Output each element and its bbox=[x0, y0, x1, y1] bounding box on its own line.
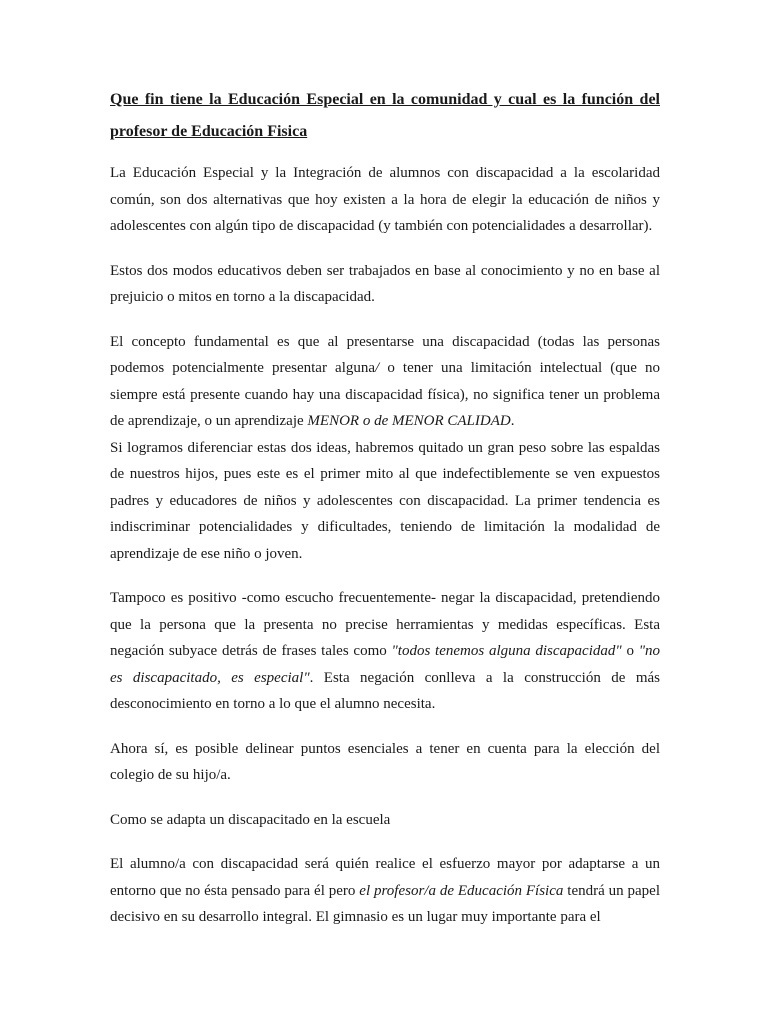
quote-no-es-discapacitado: "no es discapacitado, es especial" bbox=[110, 643, 661, 686]
document-page bbox=[110, 84, 660, 949]
paragraph-teacher-after: tendrá un papel decisivo en su desarrollo integral. El gimnasio es un lugar muy importante para el bbox=[110, 882, 660, 925]
paragraph-concept-text: El concepto fundamental es que al presentarse una discapacidad (todas las personas podemos potencialmente presentar alguna bbox=[110, 333, 660, 376]
paragraph-concept-end: . bbox=[510, 413, 515, 429]
emphasis-menor-calidad: MENOR o de MENOR CALIDAD bbox=[307, 413, 511, 429]
paragraph-concept bbox=[110, 329, 660, 435]
emphasis-profesor: el profesor/a de Educación Física bbox=[359, 882, 564, 899]
paragraph-school-choice: Ahora sí, es posible delinear puntos esenciales a tener en cuenta para la elección del colegio de su hijo/a. bbox=[110, 740, 660, 783]
paragraph-denial-after: . Esta negación conlleva a la construcción de más desconocimiento en torno a lo que el alumno necesita. bbox=[110, 669, 661, 712]
paragraph-myths: Si logramos diferenciar estas dos ideas, habremos quitado un gran peso sobre las espaldas de nuestros hijos, pues este es el primer mito al que indefectiblemente se ven expuestos padres y educadores de niños y adolescentes con discapacidad. La primer tendencia es indiscriminar potencialidades y dificultades, teniendo de limitación la modalidad de aprendizaje de ese niño o joven. bbox=[110, 439, 660, 562]
quote-todos-tenemos: "todos tenemos alguna discapacidad" bbox=[391, 643, 622, 659]
paragraph-denial-connector: o bbox=[621, 643, 639, 659]
paragraph-concept-slash: / bbox=[375, 360, 380, 376]
paragraph-intro: La Educación Especial y la Integración de alumnos con discapacidad a la escolaridad común, son dos alternativas que hoy existen a la hora de elegir la educación de niños y adolescentes con algún tipo de discapacidad (y también con potencialidades a desarrollar). bbox=[110, 165, 660, 234]
document-title: Que fin tiene la Educación Especial en la comunidad y cual es la función del profesor de Educación Fisica bbox=[110, 91, 660, 140]
paragraph-denial bbox=[110, 585, 660, 718]
paragraph-teacher-text: El alumno/a con discapacidad será quién realice el esfuerzo mayor por adaptarse a un entorno que no ésta pensado para él pero bbox=[110, 856, 660, 899]
paragraph-modes: Estos dos modos educativos deben ser trabajados en base al conocimiento y no en base al prejuicio o mitos en torno a la discapacidad. bbox=[110, 262, 660, 305]
paragraph-teacher-role bbox=[110, 851, 660, 931]
paragraph-subheading: Como se adapta un discapacitado en la escuela bbox=[110, 811, 391, 828]
paragraph-denial-text: Tampoco es positivo -como escucho frecuentemente- negar la discapacidad, pretendiendo que la persona que la presenta no precise herramientas y medidas específicas. Esta negación subyace detrás de frases tales como bbox=[110, 590, 660, 659]
paragraph-concept-middle: o tener una limitación intelectual (que no siempre está presente cuando hay una discapacidad física), no significa tener un problema de aprendizaje, o un aprendizaje bbox=[110, 360, 660, 429]
